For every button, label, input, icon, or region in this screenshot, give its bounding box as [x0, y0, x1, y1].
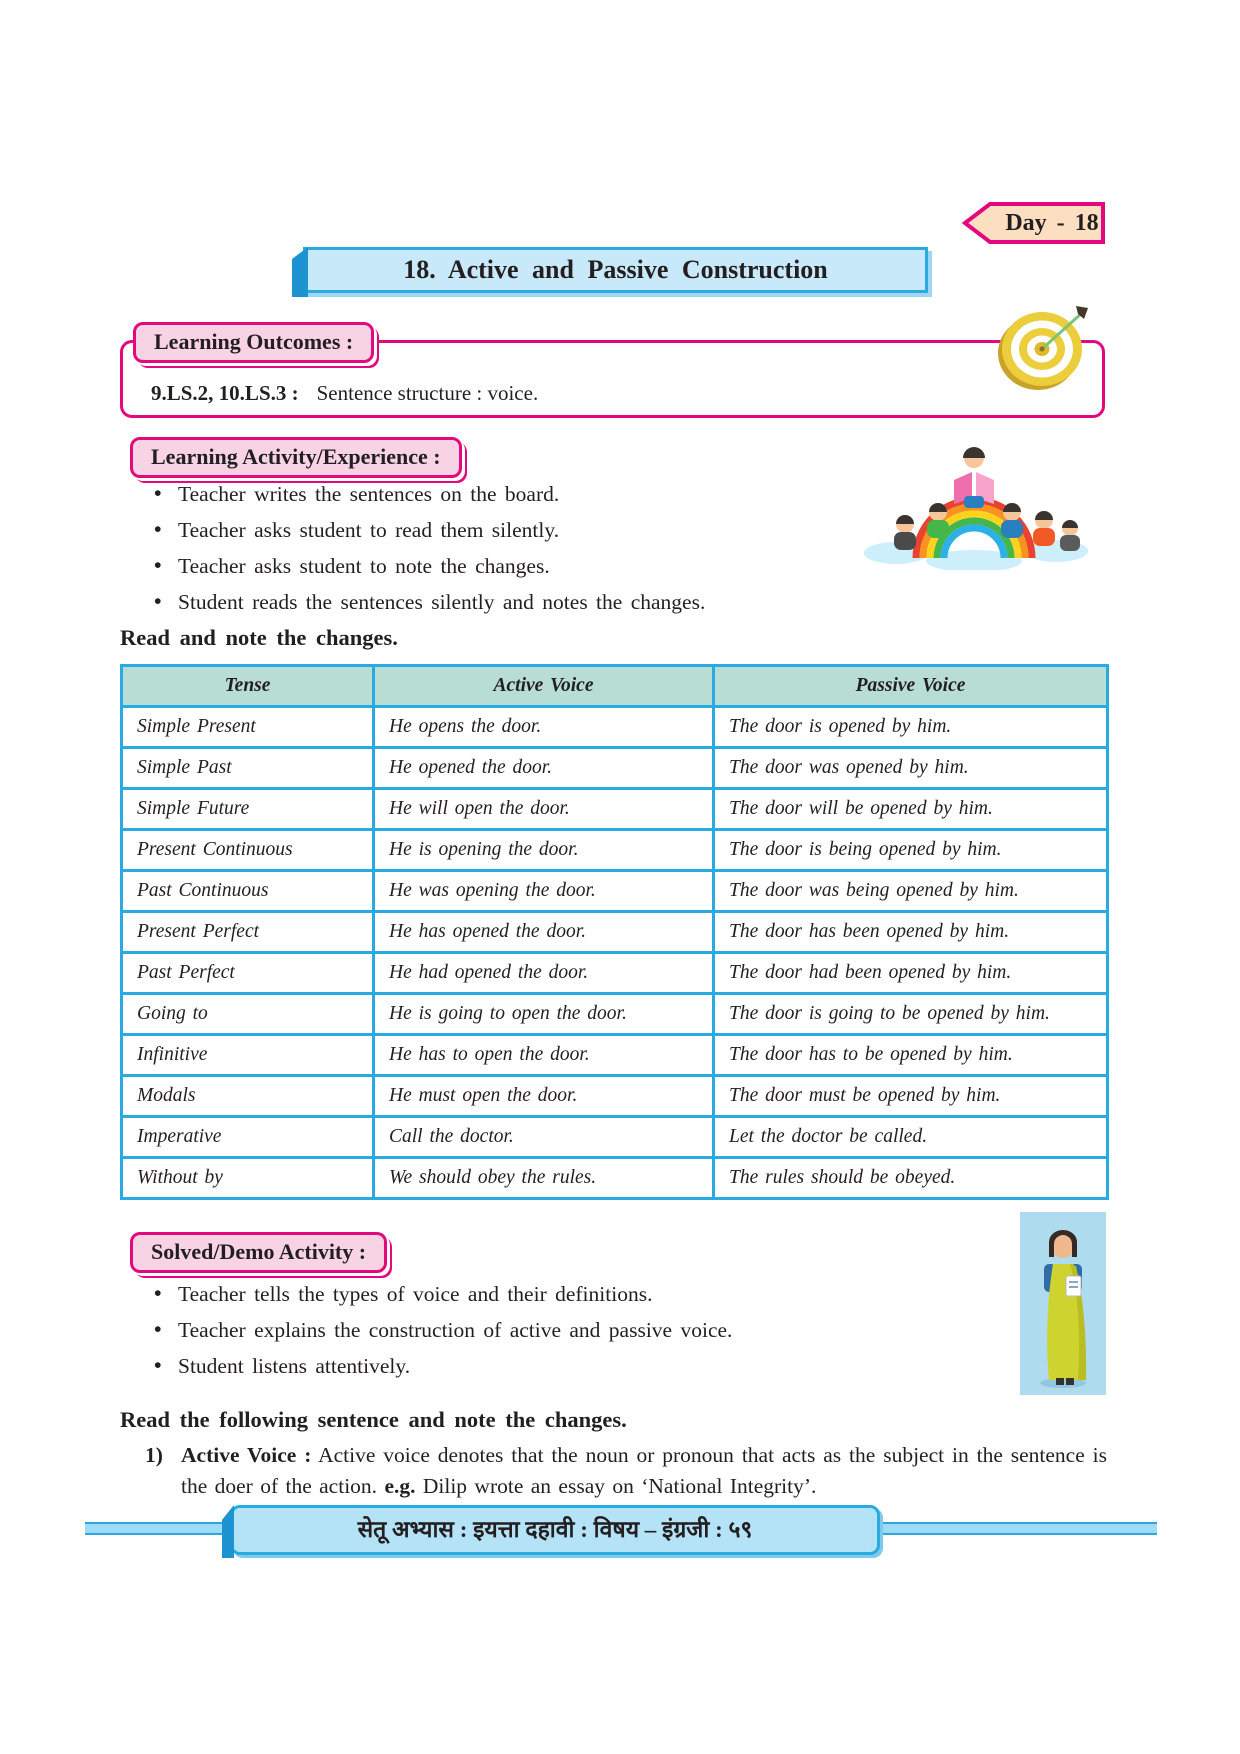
- learning-outcomes-content: [151, 381, 538, 406]
- table-cell: The door will be opened by him.: [714, 789, 1108, 830]
- table-cell: The door is being opened by him.: [714, 830, 1108, 871]
- day-badge-label: Day - 18: [1005, 210, 1099, 236]
- bullet-item: • Teacher explains the construction of active and passive voice.: [152, 1318, 992, 1343]
- table-row: [122, 994, 1108, 1035]
- table-row: [122, 1117, 1108, 1158]
- table-row: [122, 912, 1108, 953]
- footer-title: सेतू अभ्यास : इयत्ता दहावी : विषय – इंग्रजी : ५९: [230, 1505, 880, 1555]
- table-cell: Simple Present: [122, 707, 374, 748]
- table-row: [122, 1158, 1108, 1199]
- table-cell: Past Perfect: [122, 953, 374, 994]
- bullet-item: • Teacher tells the types of voice and their definitions.: [152, 1282, 992, 1307]
- table-cell: Modals: [122, 1076, 374, 1117]
- children-rainbow-illustration: [858, 420, 1090, 570]
- table-cell: He is going to open the door.: [374, 994, 714, 1035]
- table-cell: The door has to be opened by him.: [714, 1035, 1108, 1076]
- voice-table-body: [122, 707, 1108, 1199]
- table-cell: Without by: [122, 1158, 374, 1199]
- table-row: [122, 707, 1108, 748]
- table-cell: The door has been opened by him.: [714, 912, 1108, 953]
- table-row: [122, 748, 1108, 789]
- table-cell: He opens the door.: [374, 707, 714, 748]
- table-cell: He must open the door.: [374, 1076, 714, 1117]
- table-cell: Going to: [122, 994, 374, 1035]
- solved-demo-bullets: [152, 1282, 992, 1390]
- table-header-cell: Active Voice: [374, 666, 714, 707]
- table-row: [122, 789, 1108, 830]
- eg-label: e.g.: [384, 1474, 416, 1498]
- item-body: [181, 1440, 1107, 1502]
- chapter-title: 18. Active and Passive Construction: [303, 247, 928, 293]
- table-cell: He opened the door.: [374, 748, 714, 789]
- table-cell: Imperative: [122, 1117, 374, 1158]
- table-cell: He was opening the door.: [374, 871, 714, 912]
- table-cell: The door had been opened by him.: [714, 953, 1108, 994]
- table-cell: The door is opened by him.: [714, 707, 1108, 748]
- teacher-illustration: [1020, 1212, 1106, 1395]
- solved-demo-heading: Solved/Demo Activity :: [130, 1232, 387, 1273]
- voice-table: [120, 664, 1109, 1200]
- learning-activity-bullets: [152, 482, 872, 626]
- bullet-item: • Teacher writes the sentences on the board.: [152, 482, 872, 507]
- table-header-cell: Tense: [122, 666, 374, 707]
- item-text: Active voice denotes that the noun or pronoun that acts as the subject in the sentence is the doer of the action.: [181, 1443, 1107, 1498]
- table-cell: Call the doctor.: [374, 1117, 714, 1158]
- day-badge: [960, 200, 1108, 246]
- table-row: [122, 830, 1108, 871]
- table-cell: Simple Past: [122, 748, 374, 789]
- table-cell: Past Continuous: [122, 871, 374, 912]
- outcome-text: Sentence structure : voice.: [316, 381, 539, 405]
- table-cell: The door was opened by him.: [714, 748, 1108, 789]
- table-cell: The rules should be obeyed.: [714, 1158, 1108, 1199]
- table-cell: He has to open the door.: [374, 1035, 714, 1076]
- learning-activity-heading: Learning Activity/Experience :: [130, 437, 462, 478]
- read-note-heading: Read and note the changes.: [120, 625, 398, 650]
- item-label: Active Voice :: [181, 1443, 312, 1467]
- active-voice-definition: [145, 1440, 1107, 1502]
- table-cell: He had opened the door.: [374, 953, 714, 994]
- bullet-item: • Teacher asks student to note the changes.: [152, 554, 872, 579]
- table-row: [122, 1076, 1108, 1117]
- table-cell: We should obey the rules.: [374, 1158, 714, 1199]
- table-cell: Let the doctor be called.: [714, 1117, 1108, 1158]
- dartboard-arrow-icon: [990, 301, 1094, 397]
- page-footer: [85, 1505, 1157, 1561]
- table-header-cell: Passive Voice: [714, 666, 1108, 707]
- learning-outcomes-heading: Learning Outcomes :: [133, 322, 374, 363]
- table-cell: He will open the door.: [374, 789, 714, 830]
- table-cell: The door is going to be opened by him.: [714, 994, 1108, 1035]
- item-example: Dilip wrote an essay on ‘National Integrity’.: [422, 1474, 817, 1498]
- table-cell: Simple Future: [122, 789, 374, 830]
- table-row: [122, 953, 1108, 994]
- learning-outcomes-box: [120, 329, 1105, 418]
- table-cell: He has opened the door.: [374, 912, 714, 953]
- voice-table-header-row: [122, 666, 1108, 707]
- bullet-item: • Teacher asks student to read them silently.: [152, 518, 872, 543]
- table-cell: Infinitive: [122, 1035, 374, 1076]
- table-cell: He is opening the door.: [374, 830, 714, 871]
- table-cell: Present Perfect: [122, 912, 374, 953]
- table-cell: The door must be opened by him.: [714, 1076, 1108, 1117]
- table-row: [122, 1035, 1108, 1076]
- bullet-item: • Student reads the sentences silently and notes the changes.: [152, 590, 872, 615]
- bullet-item: • Student listens attentively.: [152, 1354, 992, 1379]
- table-row: [122, 871, 1108, 912]
- following-heading: Read the following sentence and note the changes.: [120, 1407, 627, 1432]
- table-cell: Present Continuous: [122, 830, 374, 871]
- item-number: 1): [145, 1443, 163, 1467]
- outcome-code: 9.LS.2, 10.LS.3 :: [151, 381, 299, 405]
- table-cell: The door was being opened by him.: [714, 871, 1108, 912]
